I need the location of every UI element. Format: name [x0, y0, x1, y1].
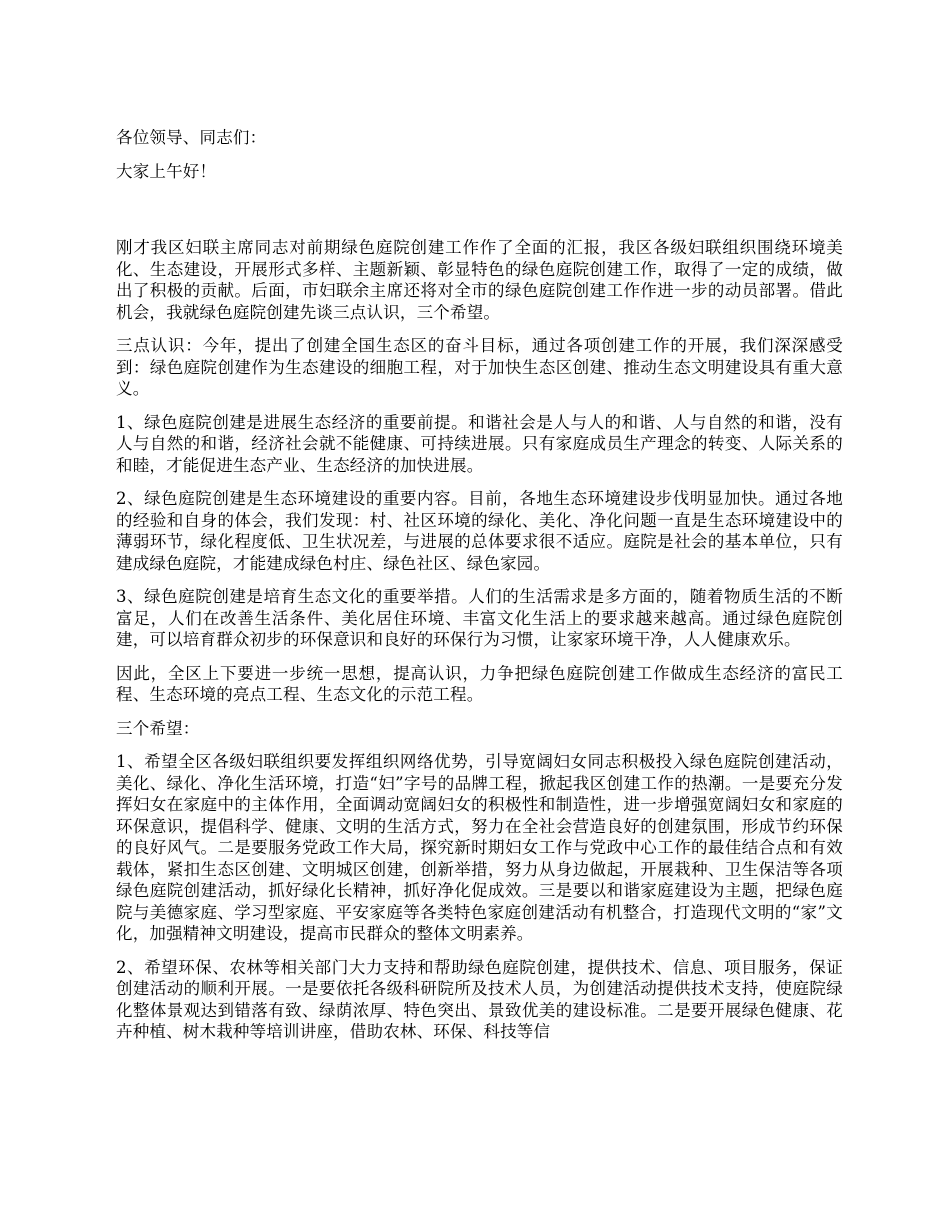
salutation: 各位领导、同志们：	[116, 128, 267, 147]
paragraph-three-hopes-heading: 三个希望：	[116, 718, 200, 738]
paragraph-three-understandings: 三点认识：今年，提出了创建全国生态区的奋斗目标，通过各项创建工作的开展，我们深深感受到：绿色庭院创建作为生态建设的细胞工程，对于加快生态区创建、推动生态文明建设具有重大意义。	[116, 336, 843, 398]
paragraph-hope-2: 2、希望环保、农林等相关部门大力支持和帮助绿色庭院创建，提供技术、信息、项目服务，保证创建活动的顺利开展。一是要依托各级科研院所及技术人员，为创建活动提供技术支持，使庭院绿化整体景观达到错落有致、绿荫浓厚、特色突出、景致优美的建设标准。二是要开展绿色健康、花卉种植、树木栽种等培训讲座，借助农林、环保、科技等信	[116, 957, 843, 1041]
paragraph-hope-1: 1、希望全区各级妇联组织要发挥组织网络优势，引导宽阔妇女同志积极投入绿色庭院创建活动，美化、绿化、净化生活环境，打造“妇”字号的品牌工程，掀起我区创建工作的热潮。一是要充分发挥妇女在家庭中的主体作用，全面调动宽阔妇女的积极性和制造性，进一步增强宽阔妇女和家庭的环保意识，提倡科学、健康、文明的生活方式，努力在全社会营造良好的创建氛围，形成节约环保的良好风气。二是要服务党政工作大局，探究新时期妇女工作与党政中心工作的最佳结合点和有效载体，紧扣生态区创建、文明城区创建，创新举措，努力从身边做起，开展栽种、卫生保洁等各项绿色庭院创建活动，抓好绿化长精神，抓好净化促成效。三是要以和谐家庭建设为主题，把绿色庭院与美德家庭、学习型家庭、平安家庭等各类特色家庭创建活动有机整合，打造现代文明的“家”文化，加强精神文明建设，提高市民群众的整体文明素养。	[116, 752, 843, 943]
paragraph-understanding-1: 1、绿色庭院创建是进展生态经济的重要前提。和谐社会是人与人的和谐、人与自然的和谐，没有人与自然的和谐，经济社会就不能健康、可持续进展。只有家庭成员生产理念的转变、人际关系的和睦，才能促进生态产业、生态经济的加快进展。	[116, 412, 843, 475]
paragraph-understanding-2: 2、绿色庭院创建是生态环境建设的重要内容。目前，各地生态环境建设步伐明显加快。通过各地的经验和自身的体会，我们发现：村、社区环境的绿化、美化、净化问题一直是生态环境建设中的薄弱环节，绿化程度低、卫生状况差，与进展的总体要求很不适应。庭院是社会的基本单位，只有建成绿色庭院，才能建成绿色村庄、绿色社区、绿色家园。	[116, 489, 843, 573]
paragraph-conclusion: 因此，全区上下要进一步统一思想，提高认识，力争把绿色庭院创建工作做成生态经济的富民工程、生态环境的亮点工程、生态文化的示范工程。	[116, 663, 843, 704]
greeting: 大家上午好！	[116, 161, 217, 181]
paragraph-understanding-3: 3、绿色庭院创建是培育生态文化的重要举措。人们的生活需求是多方面的，随着物质生活的不断富足，人们在改善生活条件、美化居住环境、丰富文化生活上的要求越来越高。通过绿色庭院创建，可以培育群众初步的环保意识和良好的环保行为习惯，让家家环境干净，人人健康欢乐。	[116, 587, 843, 649]
paragraph-intro: 刚才我区妇联主席同志对前期绿色庭院创建工作作了全面的汇报，我区各级妇联组织围绕环境美化、生态建设，开展形式多样、主题新颖、彰显特色的绿色庭院创建工作，取得了一定的成绩，做出了积极的贡献。后面，市妇联余主席还将对全市的绿色庭院创建工作作进一步的动员部署。借此机会，我就绿色庭院创建先谈三点认识，三个希望。	[116, 238, 843, 322]
